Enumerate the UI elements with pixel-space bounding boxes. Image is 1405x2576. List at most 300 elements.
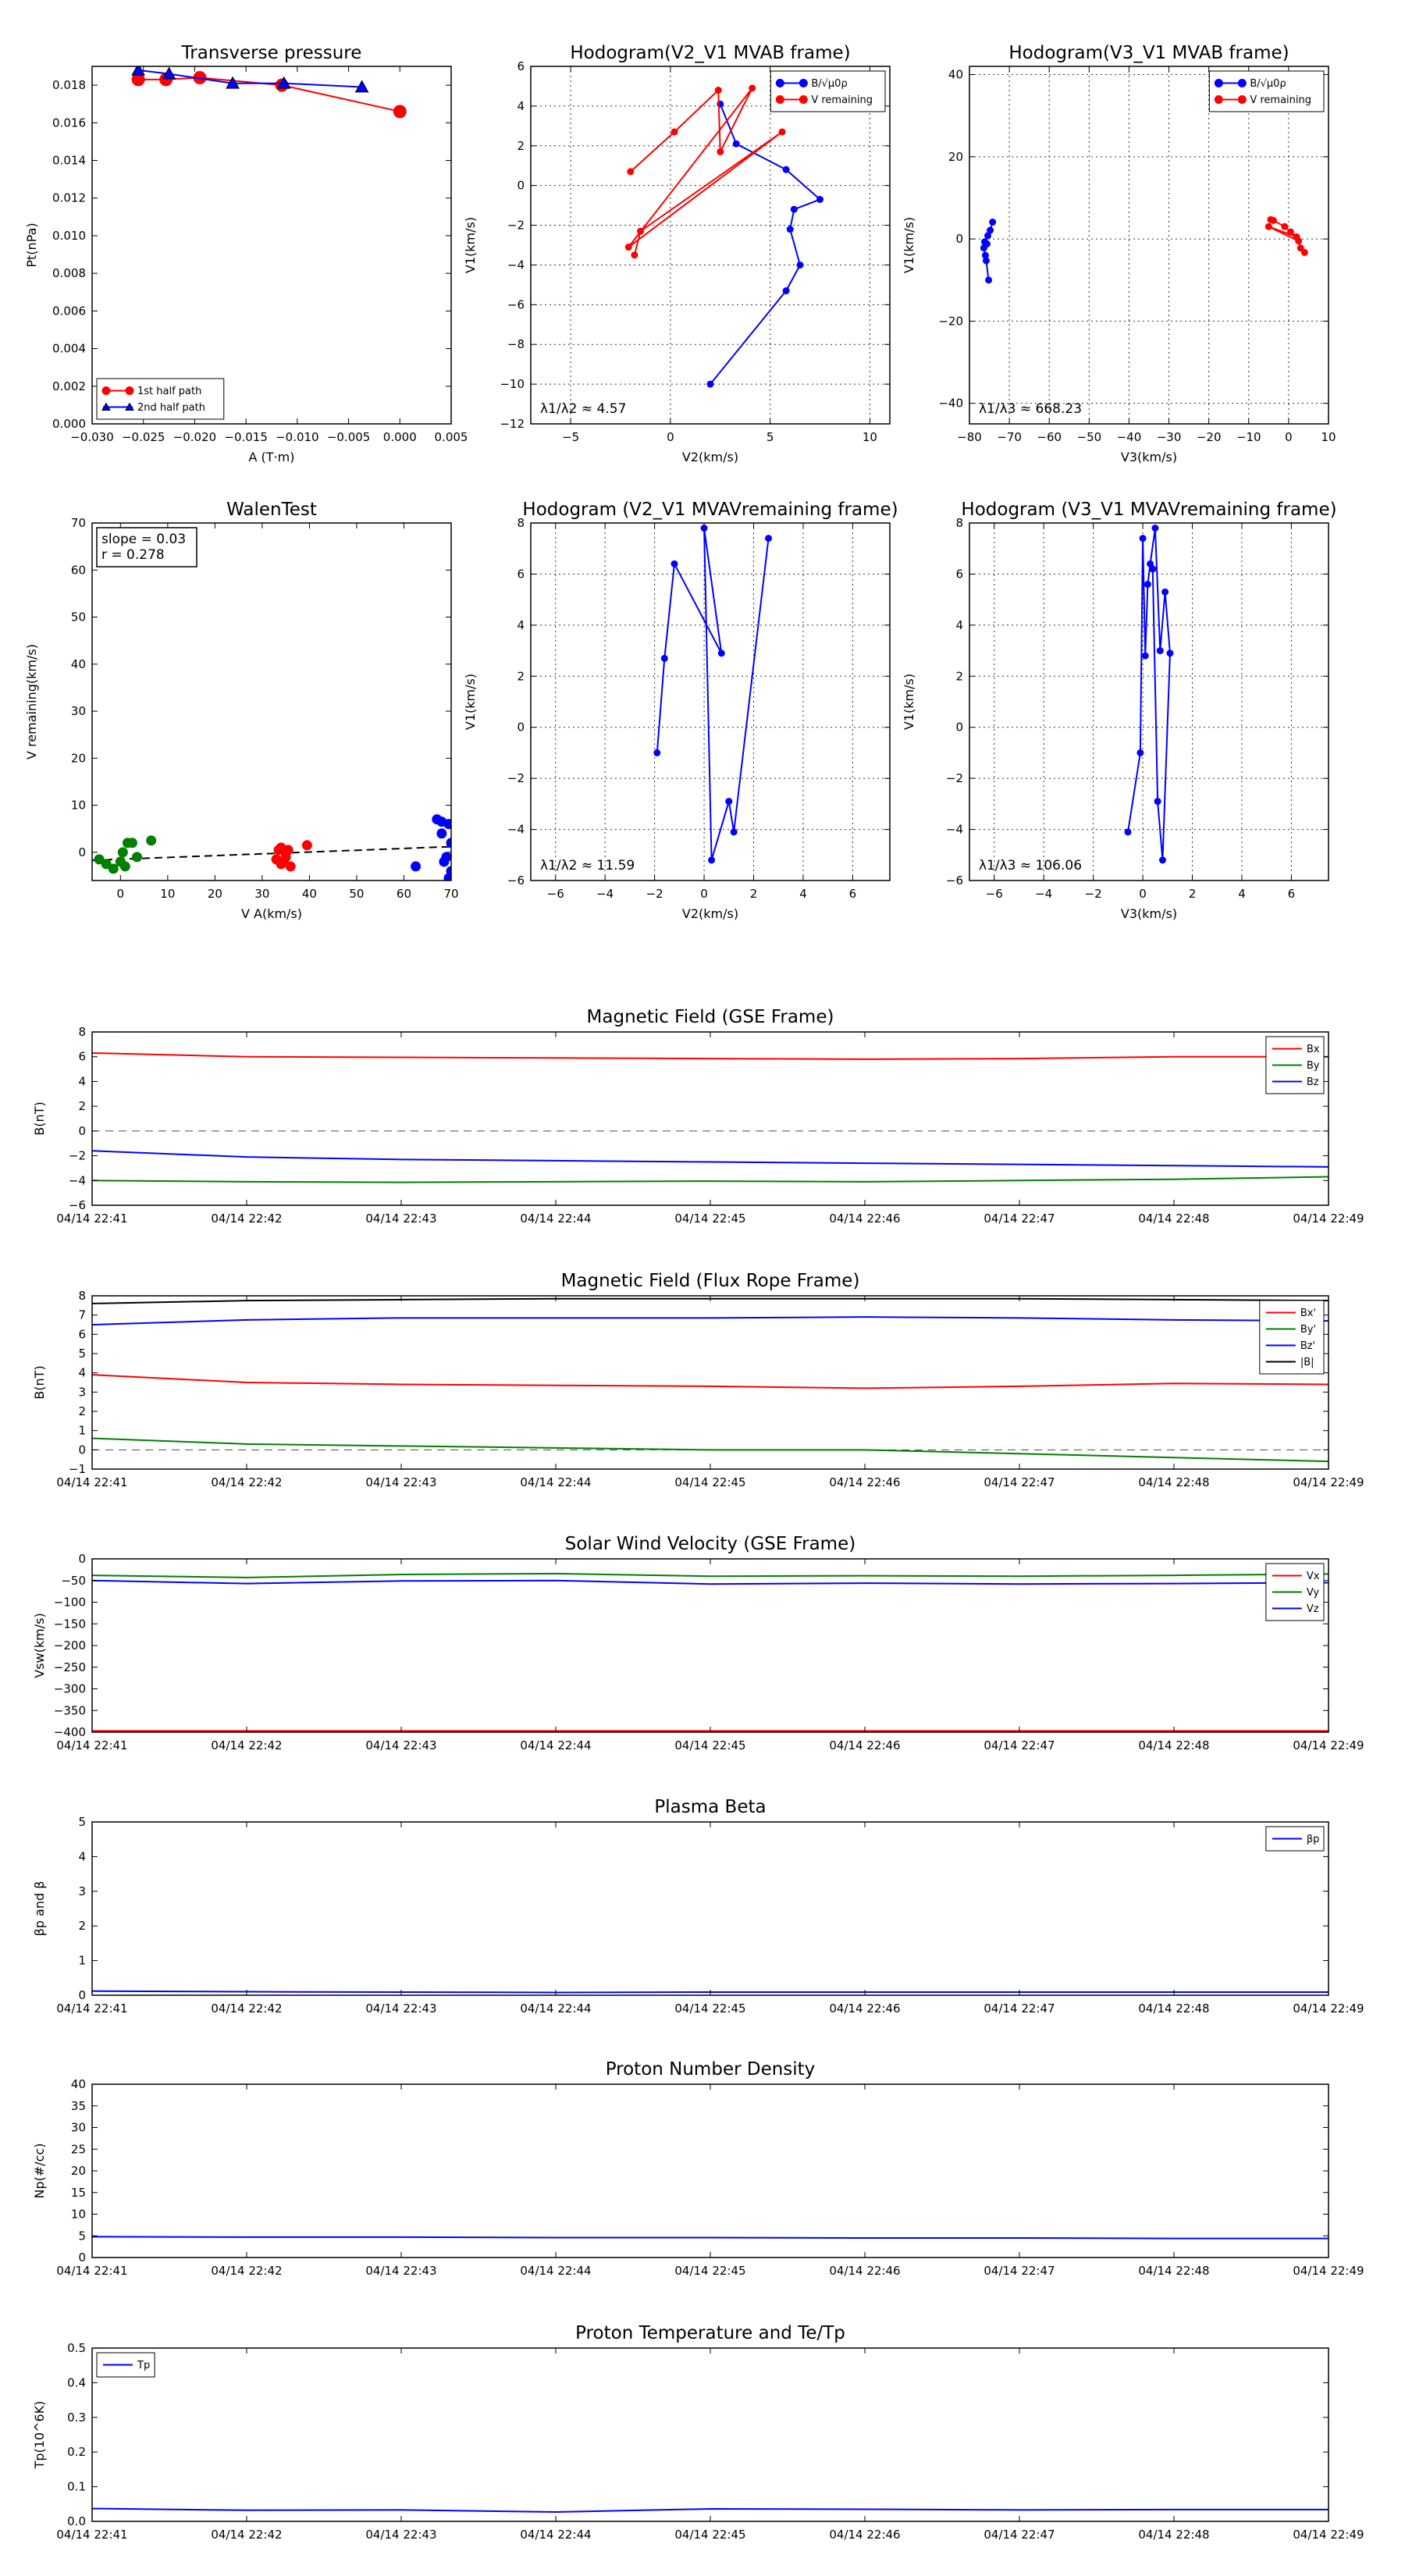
x-tick-label: 04/14 22:43 — [365, 2001, 437, 2016]
chart-title: Hodogram(V3_V1 MVAB frame) — [1008, 43, 1289, 63]
legend-marker-0 — [799, 80, 807, 87]
x-tick-label: 60 — [396, 887, 412, 901]
y-tick-label: 60 — [70, 563, 86, 578]
y-tick-label: −4 — [68, 1173, 86, 1188]
x-tick-label: 04/14 22:49 — [1293, 1475, 1364, 1489]
chart-panel-3 — [24, 500, 459, 921]
y-tick-label: −4 — [507, 822, 525, 837]
x-tick-label: 04/14 22:41 — [56, 1475, 128, 1489]
legend-label-1: By — [1306, 1060, 1320, 1073]
x-tick-label: 04/14 22:47 — [984, 2001, 1055, 2016]
data-point-1-7 — [638, 228, 644, 234]
chart-panel-5 — [902, 500, 1337, 921]
data-point-0-6 — [1152, 525, 1158, 532]
plot-area — [94, 815, 456, 883]
y-axis-label: Vsw(km/s) — [32, 1613, 47, 1678]
x-tick-label: −20 — [1196, 430, 1222, 444]
x-tick-label: 04/14 22:47 — [984, 1475, 1055, 1489]
data-point-1-5 — [625, 244, 631, 251]
data-point-0-3 — [787, 226, 793, 233]
y-tick-label: −6 — [507, 297, 525, 312]
y-tick-label: 0 — [78, 2250, 86, 2265]
x-tick-label: 04/14 22:44 — [520, 2528, 592, 2542]
legend-label-0: B/√μ0ρ — [1250, 78, 1286, 91]
legend-marker-1 — [799, 96, 807, 104]
y-tick-label: 0.1 — [67, 2479, 86, 2494]
x-axis-label: V2(km/s) — [681, 906, 739, 921]
y-axis-label: B(nT) — [32, 1101, 47, 1136]
legend-label-3: |B| — [1300, 1357, 1314, 1369]
x-tick-label: 04/14 22:41 — [56, 1212, 128, 1226]
y-tick-label: 20 — [70, 2164, 86, 2178]
data-point-0-5 — [981, 239, 987, 245]
y-tick-label: 2 — [78, 1099, 86, 1114]
legend-label-1: V remaining — [811, 94, 873, 107]
annotation-text: λ1/λ2 ≈ 11.59 — [540, 858, 635, 873]
y-tick-label: 0 — [955, 232, 963, 247]
data-point-1-6 — [779, 129, 785, 135]
chart-panel-0 — [24, 43, 468, 464]
y-tick-label: −2 — [68, 1148, 86, 1163]
x-tick-label: 04/14 22:45 — [674, 2264, 746, 2278]
data-point-0-5 — [817, 196, 823, 202]
data-point-0-0 — [707, 381, 713, 387]
x-tick-label: 04/14 22:45 — [674, 2528, 746, 2542]
x-tick-label: 40 — [301, 887, 317, 901]
y-axis-label: V1(km/s) — [902, 216, 916, 274]
x-tick-label: −30 — [1156, 430, 1182, 444]
series-line-0 — [1128, 528, 1170, 860]
plot-frame — [92, 2084, 1329, 2258]
data-point-2-6 — [439, 857, 449, 866]
y-tick-label: 6 — [78, 1327, 86, 1342]
annotation-line: r = 0.278 — [101, 547, 165, 563]
legend-marker-0 — [1238, 80, 1246, 87]
y-tick-label: 40 — [70, 656, 86, 671]
data-point-0-6 — [127, 838, 137, 848]
y-tick-label: 0 — [78, 845, 86, 859]
y-tick-label: 0.014 — [52, 153, 86, 168]
y-tick-label: 50 — [70, 610, 86, 624]
plot-area — [132, 64, 406, 118]
y-tick-label: 0.004 — [52, 341, 86, 356]
data-point-0-0 — [986, 277, 992, 283]
data-point-0-4 — [1144, 582, 1151, 588]
data-point-1-5 — [1265, 223, 1272, 229]
y-tick-label: 0 — [517, 178, 525, 193]
plot-area — [980, 216, 1307, 283]
plot-area — [92, 1574, 1329, 1731]
y-tick-label: 7 — [78, 1308, 86, 1322]
x-tick-label: −0.020 — [173, 430, 217, 444]
chart-panel-1 — [463, 43, 890, 464]
legend-label-0: Bx' — [1300, 1308, 1317, 1320]
y-axis-label: Pt(nPa) — [24, 222, 39, 268]
chart-title: Magnetic Field (Flux Rope Frame) — [560, 1271, 860, 1291]
plot-frame — [92, 2348, 1329, 2521]
y-tick-label: 30 — [70, 704, 86, 719]
x-tick-label: −0.025 — [121, 430, 165, 444]
data-point-0-8 — [766, 535, 772, 542]
y-tick-label: 2 — [517, 138, 525, 153]
x-tick-label: 2 — [1188, 887, 1197, 901]
x-tick-label: −0.030 — [70, 430, 114, 444]
y-axis-label: Tp(10^6K) — [32, 2400, 47, 2469]
plot-area — [625, 85, 823, 387]
y-tick-label: 2 — [78, 1919, 86, 1934]
y-tick-label: −100 — [53, 1595, 86, 1610]
y-axis-label: Np(#/cc) — [32, 2143, 47, 2199]
data-point-1-1 — [671, 129, 678, 135]
x-tick-label: 04/14 22:48 — [1138, 2001, 1210, 2016]
series-line-1 — [92, 1574, 1329, 1578]
x-tick-label: 04/14 22:46 — [829, 1212, 901, 1226]
legend-marker-1 — [1215, 96, 1222, 104]
x-tick-label: 10 — [862, 430, 877, 444]
x-tick-label: 04/14 22:47 — [984, 2528, 1055, 2542]
series-line-0 — [92, 1053, 1329, 1059]
y-tick-label: 30 — [70, 2120, 86, 2135]
y-tick-label: −2 — [507, 771, 525, 786]
y-tick-label: 0.2 — [67, 2445, 86, 2460]
data-point-0-10 — [1159, 857, 1165, 863]
y-tick-label: 4 — [517, 98, 525, 113]
y-tick-label: 6 — [955, 567, 963, 582]
series-line-1 — [628, 88, 782, 255]
y-tick-label: 0 — [78, 1443, 86, 1457]
data-point-0-8 — [147, 836, 156, 845]
x-tick-label: −40 — [1116, 430, 1142, 444]
annotation-text: λ1/λ2 ≈ 4.57 — [540, 401, 627, 417]
chart-title: Hodogram(V2_V1 MVAB frame) — [570, 43, 851, 63]
x-tick-label: 10 — [1321, 430, 1336, 444]
y-axis-label: V1(km/s) — [902, 673, 916, 731]
y-tick-label: 10 — [70, 2207, 86, 2222]
x-tick-label: 04/14 22:49 — [1293, 2528, 1364, 2542]
legend-marker-0 — [102, 387, 110, 395]
legend-label-0: B/√μ0ρ — [811, 78, 848, 91]
x-tick-label: 04/14 22:49 — [1293, 1212, 1364, 1226]
y-tick-label: −6 — [507, 873, 525, 888]
x-tick-label: 04/14 22:49 — [1293, 1738, 1364, 1752]
x-axis-label: V3(km/s) — [1120, 906, 1178, 921]
x-axis-label: A (T·m) — [248, 450, 295, 464]
y-tick-label: 0.0 — [67, 2514, 86, 2528]
x-tick-label: 70 — [443, 887, 459, 901]
data-point-0-7 — [1157, 648, 1163, 654]
y-tick-label: −150 — [53, 1617, 86, 1631]
legend-label-2: Bz — [1306, 1076, 1319, 1089]
x-tick-label: 04/14 22:46 — [829, 1475, 901, 1489]
x-tick-label: 30 — [254, 887, 270, 901]
y-tick-label: 5 — [78, 1347, 86, 1361]
chart-panel-7 — [32, 1271, 1364, 1489]
x-tick-label: 04/14 22:45 — [674, 2001, 746, 2016]
data-point-2-0 — [411, 862, 421, 871]
y-tick-label: 25 — [70, 2142, 86, 2157]
chart-panel-9 — [32, 1797, 1364, 2016]
x-tick-label: 04/14 22:42 — [211, 1212, 283, 1226]
plot-area — [92, 1299, 1329, 1461]
data-point-0-7 — [133, 852, 142, 862]
x-axis-label: V3(km/s) — [1120, 450, 1178, 464]
x-tick-label: 04/14 22:47 — [984, 1738, 1055, 1752]
y-tick-label: 0.018 — [52, 78, 86, 93]
y-tick-label: 0.000 — [52, 417, 86, 431]
x-tick-label: −60 — [1037, 430, 1062, 444]
data-point-1-0 — [132, 64, 144, 75]
x-tick-label: 04/14 22:43 — [365, 1475, 437, 1489]
x-tick-label: 04/14 22:46 — [829, 1738, 901, 1752]
x-tick-label: 04/14 22:48 — [1138, 1212, 1210, 1226]
x-tick-label: −10 — [1236, 430, 1261, 444]
x-tick-label: 0 — [667, 430, 674, 444]
data-point-1-3 — [717, 148, 724, 155]
y-tick-label: 0.006 — [52, 304, 86, 318]
annotation-text: λ1/λ3 ≈ 668.23 — [979, 401, 1083, 417]
y-tick-label: 6 — [517, 59, 525, 73]
data-point-0-6 — [726, 799, 732, 805]
legend-marker-0 — [776, 80, 784, 87]
x-tick-label: 04/14 22:48 — [1138, 1738, 1210, 1752]
data-point-2-3 — [444, 820, 454, 829]
chart-panel-8 — [32, 1534, 1364, 1752]
series-line-1 — [92, 1177, 1329, 1183]
x-tick-label: 0.000 — [382, 430, 417, 444]
data-point-0-1 — [1137, 749, 1144, 756]
x-tick-label: 0.005 — [434, 430, 468, 444]
data-point-0-8 — [1162, 589, 1168, 595]
data-point-2-9 — [437, 829, 446, 838]
annotation-line: slope = 0.03 — [101, 532, 187, 547]
x-tick-label: 04/14 22:46 — [829, 2264, 901, 2278]
y-tick-label: 8 — [517, 516, 525, 530]
y-tick-label: 0.010 — [52, 228, 86, 243]
legend-label-0: 1st half path — [137, 386, 202, 398]
chart-panel-6 — [32, 1007, 1364, 1226]
y-tick-label: 8 — [955, 516, 963, 530]
plot-area — [92, 2509, 1329, 2512]
y-tick-label: −20 — [938, 314, 963, 329]
legend-label-1: V remaining — [1250, 94, 1312, 107]
y-tick-label: −400 — [53, 1725, 86, 1739]
y-tick-label: −4 — [507, 258, 525, 272]
x-tick-label: 04/14 22:44 — [520, 2264, 592, 2278]
chart-panel-11 — [32, 2323, 1364, 2542]
y-axis-label: βp and β — [32, 1880, 47, 1937]
plot-frame — [969, 66, 1329, 424]
x-tick-label: −6 — [546, 887, 564, 901]
y-tick-label: −250 — [53, 1660, 86, 1674]
x-tick-label: 04/14 22:44 — [520, 1475, 592, 1489]
y-tick-label: 8 — [78, 1289, 86, 1303]
y-tick-label: 0 — [78, 1123, 86, 1138]
y-tick-label: 2 — [517, 669, 525, 684]
y-tick-label: 4 — [78, 1074, 86, 1089]
y-tick-label: −2 — [945, 771, 963, 786]
legend-label-0: Tp — [137, 2360, 151, 2372]
data-point-1-7 — [302, 841, 311, 850]
data-point-0-2 — [982, 252, 988, 258]
series-line-2 — [92, 1151, 1329, 1167]
y-tick-label: 4 — [517, 617, 525, 632]
data-point-1-3 — [1287, 229, 1293, 235]
y-tick-label: 4 — [78, 1365, 86, 1380]
x-tick-label: 04/14 22:45 — [674, 1212, 746, 1226]
data-point-1-0 — [628, 169, 634, 175]
data-point-0-4 — [120, 862, 130, 871]
data-point-0-5 — [709, 857, 715, 863]
y-tick-label: 8 — [78, 1025, 86, 1039]
y-tick-label: 15 — [70, 2185, 86, 2200]
x-tick-label: 04/14 22:44 — [520, 2001, 592, 2016]
x-tick-label: 04/14 22:46 — [829, 2001, 901, 2016]
x-tick-label: 04/14 22:48 — [1138, 2528, 1210, 2542]
data-point-0-9 — [1167, 650, 1173, 656]
x-tick-label: 04/14 22:49 — [1293, 2001, 1364, 2016]
data-point-0-11 — [1154, 799, 1161, 805]
legend-label-0: βp — [1306, 1834, 1320, 1846]
x-tick-label: 5 — [766, 430, 774, 444]
plot-area — [1125, 525, 1173, 863]
y-tick-label: 20 — [948, 149, 963, 164]
series-line-0 — [657, 528, 769, 860]
x-tick-label: 0 — [1285, 430, 1293, 444]
chart-title: Magnetic Field (GSE Frame) — [586, 1007, 834, 1027]
data-point-0-7 — [731, 829, 737, 835]
data-point-1-2 — [1282, 223, 1288, 229]
x-tick-label: −2 — [646, 887, 663, 901]
y-axis-label: V1(km/s) — [463, 673, 478, 731]
legend-marker-1 — [1238, 96, 1246, 104]
x-tick-label: 04/14 22:41 — [56, 1738, 128, 1752]
data-point-1-4 — [749, 85, 756, 91]
data-point-0-4 — [701, 525, 707, 532]
data-point-0-1 — [661, 655, 667, 661]
y-tick-label: 0.016 — [52, 116, 86, 130]
legend-label-0: Bx — [1306, 1044, 1320, 1056]
y-tick-label: −350 — [53, 1703, 86, 1718]
legend-label-1: 2nd half path — [137, 402, 205, 415]
chart-title: Plasma Beta — [654, 1797, 767, 1817]
x-tick-label: 04/14 22:45 — [674, 1475, 746, 1489]
data-point-1-8 — [279, 857, 288, 866]
legend-label-0: Vx — [1306, 1571, 1320, 1583]
chart-title: Proton Number Density — [605, 2059, 816, 2080]
y-tick-label: 2 — [78, 1404, 86, 1418]
data-point-0-7 — [987, 227, 994, 233]
data-point-0-2 — [671, 560, 678, 567]
y-tick-label: −40 — [938, 396, 963, 411]
legend-marker-1 — [776, 96, 784, 104]
plot-area — [92, 2236, 1329, 2238]
x-tick-label: 04/14 22:48 — [1138, 1475, 1210, 1489]
legend-label-1: Vy — [1306, 1587, 1320, 1599]
y-tick-label: 6 — [517, 567, 525, 582]
data-point-0-3 — [1142, 653, 1148, 659]
legend-label-2: Bz' — [1300, 1340, 1316, 1353]
series-line-0 — [92, 2236, 1329, 2238]
plot-frame — [92, 523, 451, 881]
y-tick-label: 2 — [955, 669, 963, 684]
y-tick-label: 1 — [78, 1423, 86, 1438]
y-axis-label: B(nT) — [32, 1365, 47, 1400]
series-line-2 — [92, 1581, 1329, 1584]
y-tick-label: −4 — [945, 822, 963, 837]
y-tick-label: −1 — [68, 1462, 86, 1476]
x-tick-label: 04/14 22:42 — [211, 2264, 283, 2278]
legend-marker-0 — [126, 387, 133, 395]
data-point-1-9 — [274, 845, 283, 855]
chart-title: WalenTest — [226, 500, 317, 520]
y-tick-label: −2 — [507, 218, 525, 233]
x-tick-label: −4 — [1035, 887, 1053, 901]
x-tick-label: 0 — [700, 887, 708, 901]
data-point-0-0 — [1125, 829, 1131, 835]
y-tick-label: −6 — [68, 1198, 86, 1212]
y-tick-label: −6 — [945, 873, 963, 888]
x-tick-label: 50 — [349, 887, 365, 901]
y-tick-label: 5 — [78, 2229, 86, 2243]
x-tick-label: 04/14 22:41 — [56, 2264, 128, 2278]
x-tick-label: 04/14 22:43 — [365, 2528, 437, 2542]
x-tick-label: −6 — [985, 887, 1003, 901]
chart-title: Solar Wind Velocity (GSE Frame) — [564, 1534, 856, 1554]
y-tick-label: 0 — [955, 720, 963, 735]
plot-area — [92, 1053, 1329, 1183]
x-tick-label: 04/14 22:44 — [520, 1212, 592, 1226]
y-axis-label: V remaining(km/s) — [24, 644, 39, 760]
y-tick-label: 0.012 — [52, 190, 86, 205]
x-tick-label: 4 — [799, 887, 807, 901]
x-tick-label: −2 — [1084, 887, 1102, 901]
x-tick-label: 04/14 22:42 — [211, 1738, 283, 1752]
y-tick-label: 1 — [78, 1953, 86, 1968]
x-tick-label: −0.005 — [326, 430, 371, 444]
x-tick-label: 04/14 22:42 — [211, 2528, 283, 2542]
plot-frame — [92, 1822, 1329, 1995]
legend-marker-0 — [1215, 80, 1222, 87]
x-tick-label: 10 — [160, 887, 176, 901]
y-tick-label: 40 — [948, 67, 963, 82]
x-tick-label: 04/14 22:43 — [365, 1212, 437, 1226]
chart-panel-10 — [32, 2059, 1364, 2278]
data-point-1-6 — [1296, 238, 1302, 244]
x-tick-label: 0 — [116, 887, 125, 901]
y-tick-label: 35 — [70, 2098, 86, 2113]
y-tick-label: 3 — [78, 1884, 86, 1898]
y-tick-label: 5 — [78, 1815, 86, 1829]
x-tick-label: 2 — [749, 887, 758, 901]
y-tick-label: 0.002 — [52, 379, 86, 393]
chart-panel-2 — [902, 43, 1336, 464]
data-point-0-7 — [733, 141, 739, 147]
x-tick-label: −0.010 — [276, 430, 319, 444]
data-point-1-2 — [715, 87, 721, 94]
data-point-0-2 — [108, 864, 118, 873]
plot-frame — [531, 66, 890, 424]
y-tick-label: 20 — [70, 751, 86, 766]
chart-title: Hodogram (V3_V1 MVAVremaining frame) — [961, 500, 1337, 520]
chart-title: Transverse pressure — [181, 43, 362, 63]
x-tick-label: 04/14 22:41 — [56, 2001, 128, 2016]
y-tick-label: −50 — [61, 1573, 86, 1588]
y-tick-label: −12 — [500, 417, 525, 431]
chart-title: Proton Temperature and Te/Tp — [575, 2323, 845, 2343]
data-point-0-6 — [783, 166, 789, 173]
x-tick-label: 04/14 22:44 — [520, 1738, 592, 1752]
plot-frame — [92, 1559, 1329, 1732]
